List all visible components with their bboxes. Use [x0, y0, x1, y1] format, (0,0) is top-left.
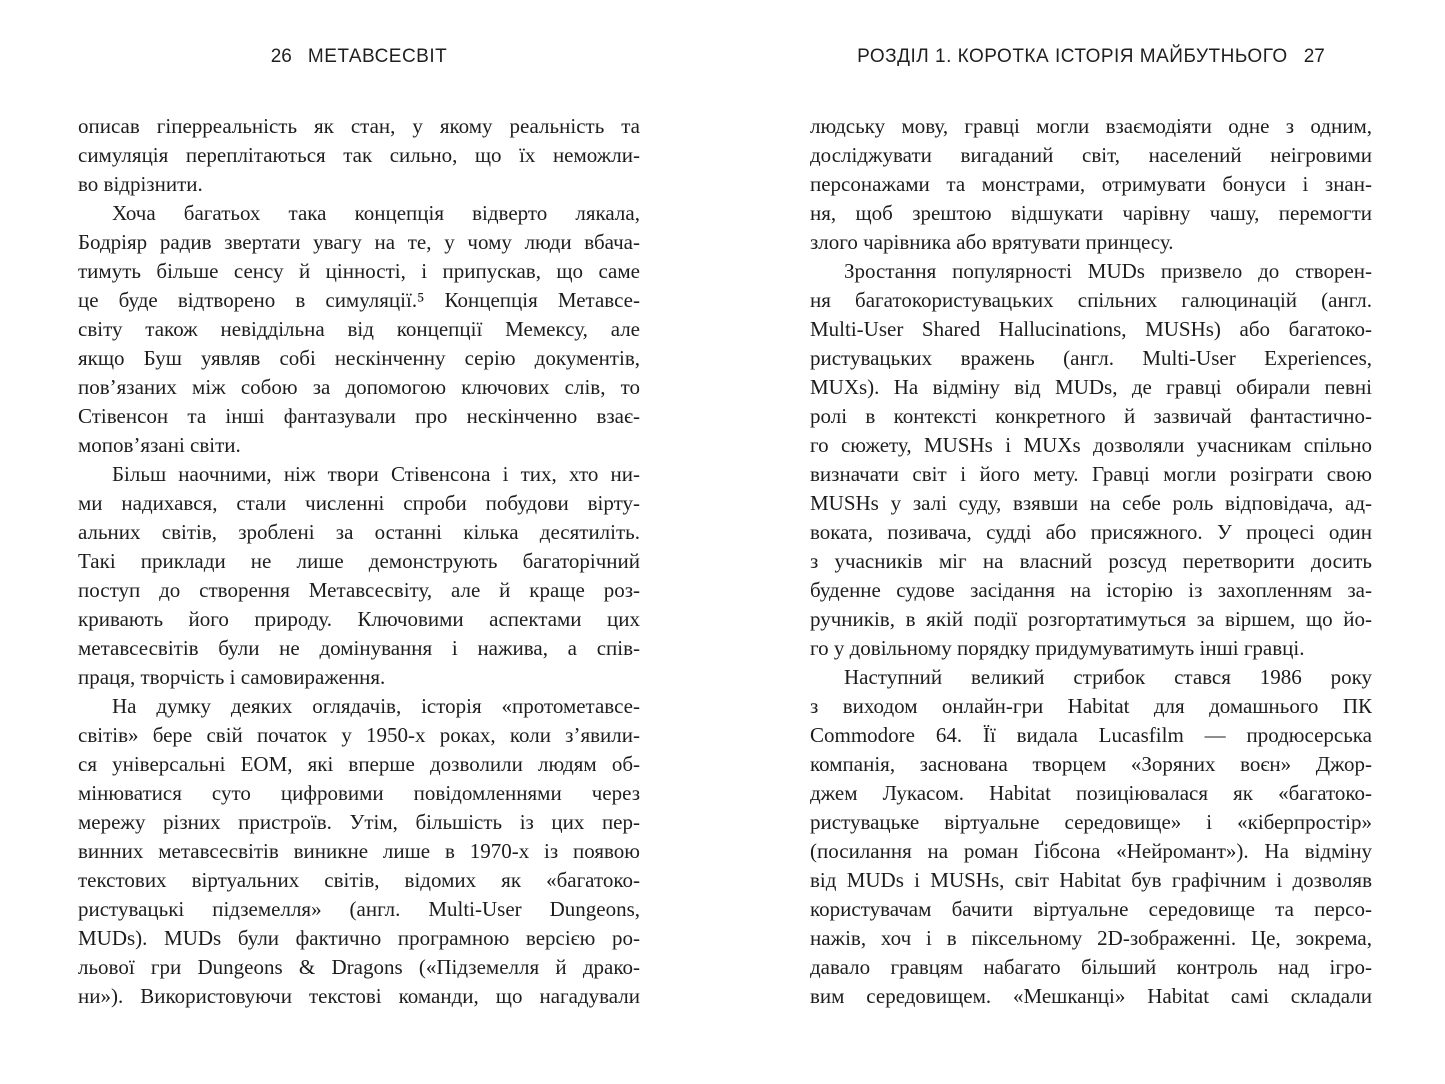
text-line: буденне судове засідання на історію із захопленням за- — [810, 578, 1372, 602]
text-line: воката, позивача, судді або присяжного. У процесі один — [810, 520, 1372, 544]
text-line: симуляція переплітаються так сильно, що їх неможли- — [78, 143, 640, 167]
text-line: Commodore 64. Її видала Lucasfilm — продюсерська — [810, 723, 1372, 747]
text-line: пов’язаних між собою за допомогою ключових слів, то — [78, 375, 640, 399]
text-line: тимуть більше сенсу й цінності, і припускав, що саме — [78, 259, 640, 283]
text-line: мінюватися суто цифровими повідомленнями через — [78, 781, 640, 805]
text-line: го у довільному порядку придумуватимуть інші гравці. — [810, 636, 1305, 660]
text-line: з учасників міг на власний розсуд перетворити досить — [810, 549, 1372, 573]
text-line: якщо Буш уявляв собі нескінченну серію документів, — [78, 346, 640, 370]
text-line: метавсесвітів були не домінування і нажива, а спів- — [78, 636, 640, 660]
text-line: праця, творчість і самовираження. — [78, 665, 386, 689]
text-line: світу також невіддільна від концепції Мемексу, але — [78, 317, 640, 341]
text-line: Бодріяр радив звертати увагу на те, у чому люди вбача- — [78, 230, 640, 254]
text-line: Multi-User Shared Hallucinations, MUSHs) або багатоко- — [810, 317, 1372, 341]
text-line: поступ до створення Метавсесвіту, але й краще роз- — [78, 578, 640, 602]
text-line: ня, щоб зрештою відшукати чарівну чашу, перемогти — [810, 201, 1372, 225]
text-line: MUDs). MUDs були фактично програмною версією ро- — [78, 926, 640, 950]
text-line: ролі в контексті конкретного й зазвичай фантастично- — [810, 404, 1372, 428]
text-column-left — [78, 112, 640, 1011]
text-line: ня багатокористувацьких спільних галюцинацій (англ. — [810, 288, 1372, 312]
text-line: персонажами та монстрами, отримувати бонуси і знан- — [810, 172, 1372, 196]
text-line: це буде відтворено в симуляції.⁵ Концепція Метавсе- — [78, 288, 640, 312]
text-line: визначати світ і його мету. Гравці могли розіграти свою — [810, 462, 1372, 486]
running-header-right — [810, 46, 1372, 68]
text-line: MUSHs у залі суду, взявши на себе роль відповідача, ад- — [810, 491, 1372, 515]
page-left — [78, 0, 640, 1084]
text-line: альних світів, зроблені за останні кілька десятиліть. — [78, 520, 640, 544]
text-line: ристувацькі підземелля» (англ. Multi-User Dungeons, — [78, 897, 640, 921]
text-line: ручників, в якій події розгортатимуться за віршем, що йо- — [810, 607, 1372, 631]
text-line: вим середовищем. «Мешканці» Habitat самі складали — [810, 984, 1372, 1008]
text-line: го сюжету, MUSHs і MUXs дозволяли учасникам спільно — [810, 433, 1372, 457]
text-line: злого чарівника або врятувати принцесу. — [810, 230, 1174, 254]
text-line: кривають його природу. Ключовими аспектами цих — [78, 607, 640, 631]
text-line: Стівенсон та інші фантазували про нескінченно взає- — [78, 404, 640, 428]
text-line: компанія, заснована творцем «Зоряних воєн» Джор- — [810, 752, 1372, 776]
text-line: винних метавсесвітів виникне лише в 1970-х із появою — [78, 839, 640, 863]
text-line: ся універсальні ЕОМ, які вперше дозволили людям об- — [78, 752, 640, 776]
text-line: ристувацьких вражень (англ. Multi-User Experiences, — [810, 346, 1372, 370]
text-line: описав гіперреальність як стан, у якому реальність та — [78, 114, 640, 138]
text-line: Такі приклади не лише демонструють багаторічний — [78, 549, 640, 573]
text-line: Зростання популярності MUDs призвело до створен- — [844, 259, 1372, 283]
running-title-left: МЕТАВСЕСВІТ — [307, 46, 448, 67]
running-header-left — [78, 46, 640, 68]
text-line: На думку деяких оглядачів, історія «протометавсе- — [112, 694, 640, 718]
text-line: джем Лукасом. Habitat позиціювалася як «багатоко- — [810, 781, 1372, 805]
text-line: Хоча багатьох така концепція відверто лякала, — [112, 201, 640, 225]
text-line: людську мову, гравці могли взаємодіяти одне з одним, — [810, 114, 1372, 138]
text-line: нажів, хоч і в піксельному 2D-зображенні. Це, зокрема, — [810, 926, 1372, 950]
text-line: ристувацьке віртуальне середовище» і «кіберпростір» — [810, 810, 1372, 834]
text-line: від MUDs і MUSHs, світ Habitat був графічним і дозволяв — [810, 868, 1372, 892]
text-line: користувачам бачити віртуальне середовище та персо- — [810, 897, 1372, 921]
text-line: MUXs). На відміну від MUDs, де гравці обирали певні — [810, 375, 1372, 399]
text-line: давало гравцям набагато більший контроль над ігро- — [810, 955, 1372, 979]
text-line: з виходом онлайн-гри Habitat для домашнього ПК — [810, 694, 1372, 718]
page-number-right: 27 — [1303, 46, 1325, 67]
page-number-left: 26 — [270, 46, 292, 67]
text-line: мопов’язані світи. — [78, 433, 241, 457]
text-line: Наступний великий стрибок стався 1986 року — [844, 665, 1372, 689]
text-line: мережу різних пристроїв. Утім, більшість із цих пер- — [78, 810, 640, 834]
text-line: Більш наочними, ніж твори Стівенсона і тих, хто ни- — [112, 462, 640, 486]
text-line: льової гри Dungeons & Dragons («Підземелля й драко- — [78, 955, 640, 979]
text-line: досліджувати вигаданий світ, населений неігровими — [810, 143, 1372, 167]
text-line: ми надихався, стали численні спроби побудови вірту- — [78, 491, 640, 515]
page-right — [810, 0, 1372, 1084]
text-line: ни»). Використовуючи текстові команди, що нагадували — [78, 984, 640, 1008]
text-line: во відрізнити. — [78, 172, 203, 196]
running-title-right: РОЗДІЛ 1. КОРОТКА ІСТОРІЯ МАЙБУТНЬОГО — [857, 46, 1288, 67]
text-column-right — [810, 112, 1372, 1011]
text-line: текстових віртуальних світів, відомих як «багатоко- — [78, 868, 640, 892]
text-line: світів» бере свій початок у 1950-х роках, коли з’явили- — [78, 723, 640, 747]
text-line: (посилання на роман Ґібсона «Нейромант»). На відміну — [810, 839, 1372, 863]
